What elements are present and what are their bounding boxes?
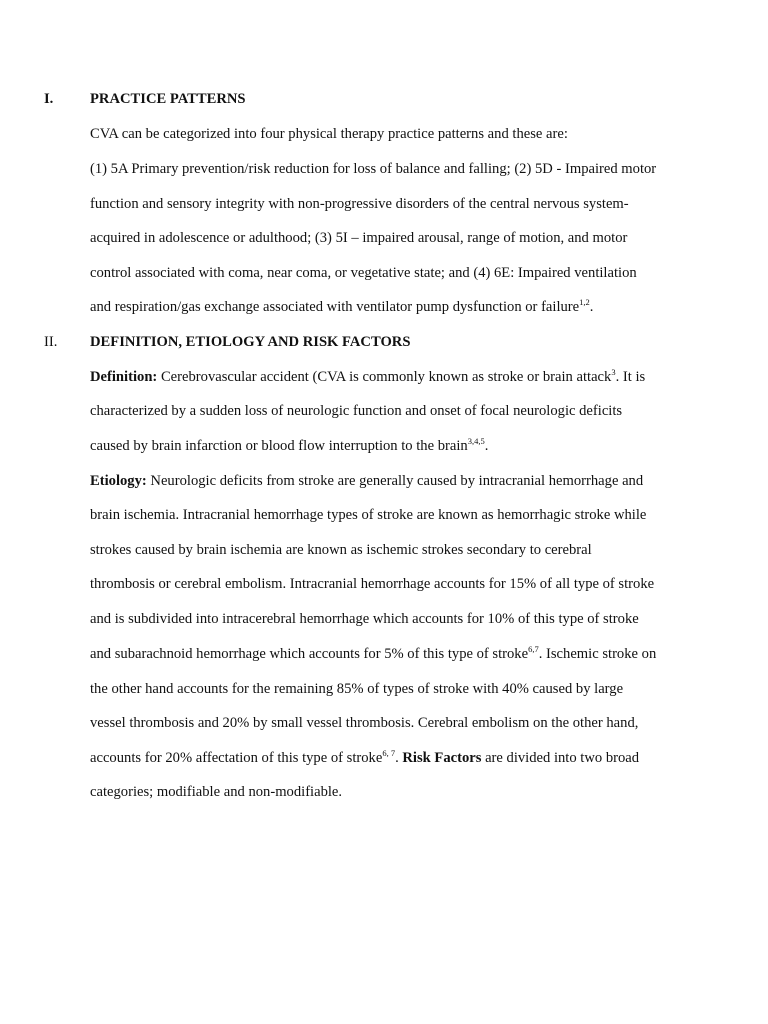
etiology-line: strokes caused by brain ischemia are known as ischemic strokes secondary to cerebral (90, 542, 592, 558)
etiology-text: . Ischemic stroke on (538, 646, 657, 662)
etiology-line: and is subdivided into intracerebral hemorrhage which accounts for 10% of this type of stroke (90, 611, 639, 627)
etiology-line: brain ischemia. Intracranial hemorrhage types of stroke are known as hemorrhagic stroke while (90, 507, 647, 523)
period: . (484, 438, 489, 454)
period: . (589, 299, 594, 315)
definition-label: Definition: (90, 369, 158, 385)
etiology-text: and subarachnoid hemorrhage which accounts for 5% of this type of stroke (90, 646, 529, 662)
section-1-line: function and sensory integrity with non-progressive disorders of the central nervous system- (90, 196, 629, 212)
etiology-text: accounts for 20% affectation of this type of stroke (90, 750, 383, 766)
etiology-line (90, 645, 656, 663)
definition-text: caused by brain infarction or blood flow interruption to the brain (90, 438, 468, 454)
etiology-text: Neurologic deficits from stroke are generally caused by intracranial hemorrhage and (146, 473, 644, 489)
citation-superscript: 3 (611, 367, 616, 377)
etiology-line (90, 749, 639, 767)
citation-superscript: 6,7 (528, 644, 539, 654)
etiology-line: vessel thrombosis and 20% by small vessel thrombosis. Cerebral embolism on the other hand, (90, 715, 639, 731)
etiology-label: Etiology: (90, 473, 147, 489)
definition-line (90, 368, 645, 386)
section-1-numeral: I. (44, 91, 54, 107)
definition-line (90, 437, 488, 455)
section-1-intro: CVA can be categorized into four physical therapy practice patterns and these are: (90, 126, 568, 142)
section-1-last-text: and respiration/gas exchange associated with ventilator pump dysfunction or failure (90, 299, 580, 315)
citation-superscript: 1,2 (579, 297, 590, 307)
etiology-line: the other hand accounts for the remaining 85% of types of stroke with 40% caused by large (90, 681, 624, 697)
definition-text: Cerebrovascular accident (CVA is commonly known as stroke or brain attack (157, 369, 612, 385)
etiology-line: thrombosis or cerebral embolism. Intracranial hemorrhage accounts for 15% of all type of stroke (90, 576, 655, 592)
section-1-line: control associated with coma, near coma, or vegetative state; and (4) 6E: Impaired ventilation (90, 265, 637, 281)
etiology-text: . (395, 750, 403, 766)
section-1-line: (1) 5A Primary prevention/risk reduction for loss of balance and falling; (2) 5D - Impaired motor (90, 161, 657, 177)
citation-superscript: 3,4,5 (467, 436, 485, 446)
etiology-text: are divided into two broad (481, 750, 640, 766)
definition-line: characterized by a sudden loss of neurologic function and onset of focal neurologic deficits (90, 403, 623, 419)
section-2-heading: DEFINITION, ETIOLOGY AND RISK FACTORS (90, 334, 411, 350)
definition-text-end: . It is (615, 369, 646, 385)
section-1-heading: PRACTICE PATTERNS (90, 91, 246, 107)
etiology-line: categories; modifiable and non-modifiable. (90, 784, 343, 800)
etiology-line (90, 472, 643, 490)
risk-factors-label: Risk Factors (402, 750, 482, 766)
section-1-line: acquired in adolescence or adulthood; (3) 5I – impaired arousal, range of motion, and motor (90, 230, 628, 246)
citation-superscript: 6, 7 (382, 748, 396, 758)
section-2-numeral: II. (44, 334, 58, 350)
section-1-line (90, 298, 593, 316)
